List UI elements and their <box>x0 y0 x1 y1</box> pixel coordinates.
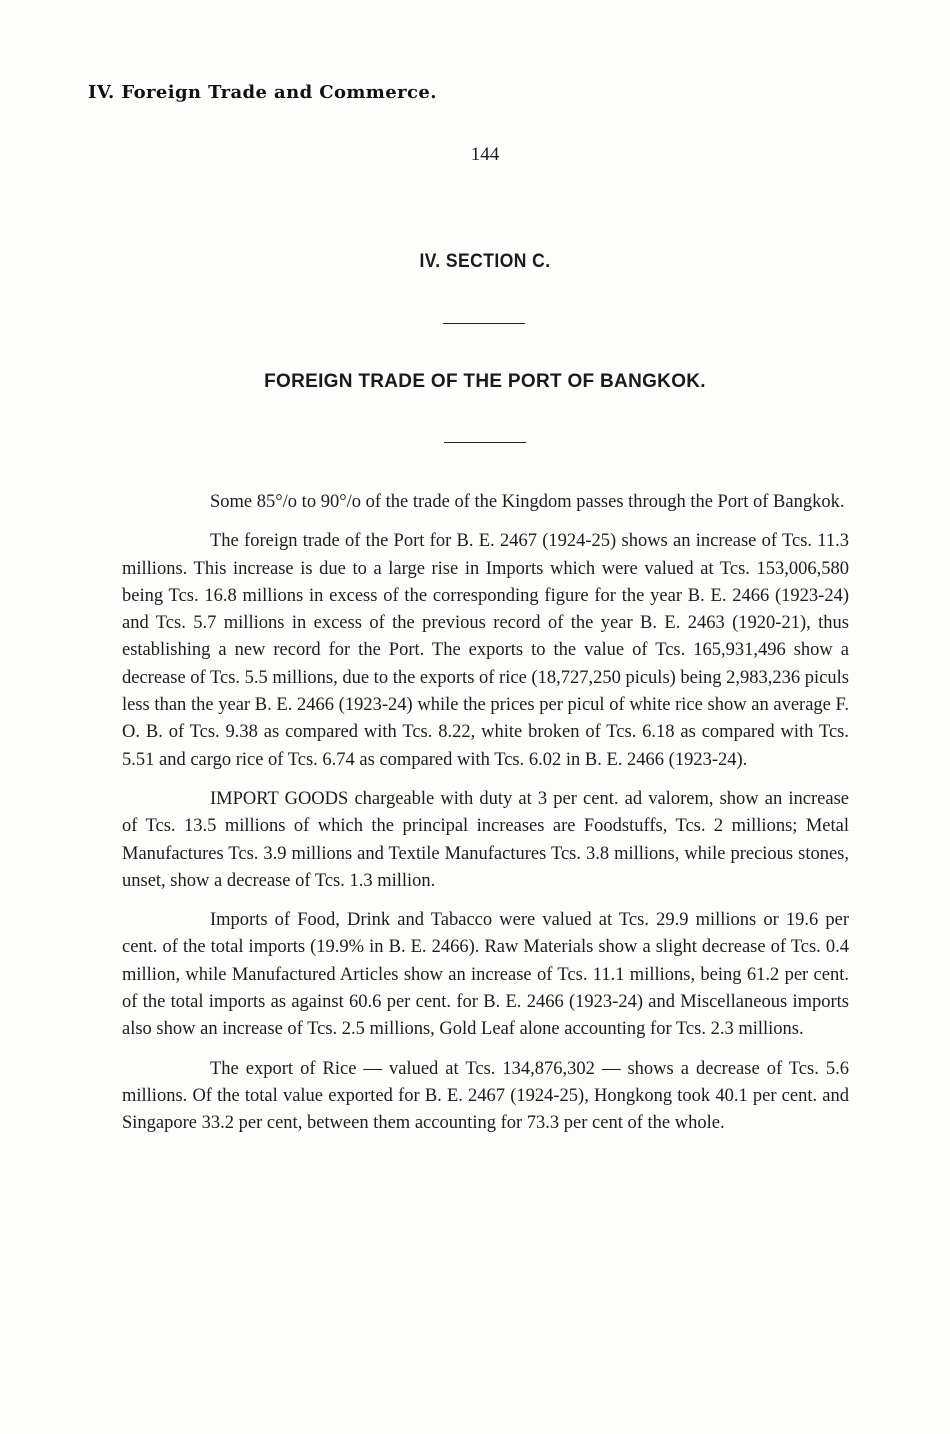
paragraph: Some 85°/o to 90°/o of the trade of the Kingdom passes through the Port of Bangkok. <box>210 492 845 512</box>
paragraph: Imports of Food, Drink and Tabacco were valued at Tcs. 29.9 millions or 19.6 per cent. of the total imports (19.9% in B. E. 2466). Raw Materials show a slight decrease of Tcs. 0.4 million, while Manufactured Articles show an increase of Tcs. 11.1 millions, being 61.2 per cent. of the total imports as against 60.6 per cent. for B. E. 2466 (1923-24) and Miscellaneous imports also show an increase of Tcs. 2.5 millions, Gold Leaf alone accounting for Tcs. 2.3 millions. <box>122 910 849 1040</box>
page-title: FOREIGN TRADE OF THE PORT OF BANGKOK. <box>264 371 706 392</box>
page-number: 144 <box>470 144 500 165</box>
running-head: IV. Foreign Trade and Commerce. <box>88 82 437 103</box>
paragraph: The foreign trade of the Port for B. E. 2467 (1924-25) shows an increase of Tcs. 11.3 millions. This increase is due to a large rise in Imports which were valued at Tcs. 153,006,580 being Tcs. 16.8 millions in excess of the corresponding figure for the year B. E. 2466 (1923-24) and Tcs. 5.7 millions in excess of the previous record of the year B. E. 2463 (1920-21), thus establishing a new record for the Port. The exports to the value of Tcs. 165,931,496 show a decrease of Tcs. 5.5 millions, due to the exports of rice (18,727,250 piculs) being 2,983,236 piculs less than the year B. E. 2466 (1923-24) while the prices per picul of white rice show an average F. O. B. of Tcs. 9.38 as compared with Tcs. 8.22, white broken of Tcs. 6.18 as compared with Tcs. 5.51 and cargo rice of Tcs. 6.74 as compared with Tcs. 6.02 in B. E. 2466 (1923-24). <box>122 531 849 770</box>
paragraph: The export of Rice — valued at Tcs. 134,876,302 — shows a decrease of Tcs. 5.6 millions. Of the total value exported for B. E. 2467 (1924-25), Hongkong took 40.1 per cent. and Singapore 33.2 per cent, between them accounting for 73.3 per cent of the whole. <box>122 1058 849 1134</box>
body-text <box>122 489 849 1138</box>
paragraph: IMPORT GOODS chargeable with duty at 3 per cent. ad valorem, show an increase of Tcs. 13.5 millions of which the principal increases are Foodstuffs, Tcs. 2 millions; Metal Manufactures Tcs. 3.9 millions and Textile Manufactures Tcs. 3.8 millions, while precious stones, unset, show a decrease of Tcs. 1.3 million. <box>122 788 849 891</box>
divider-rule <box>444 442 526 443</box>
section-label: IV. SECTION C. <box>419 251 551 272</box>
divider-rule <box>443 323 525 324</box>
